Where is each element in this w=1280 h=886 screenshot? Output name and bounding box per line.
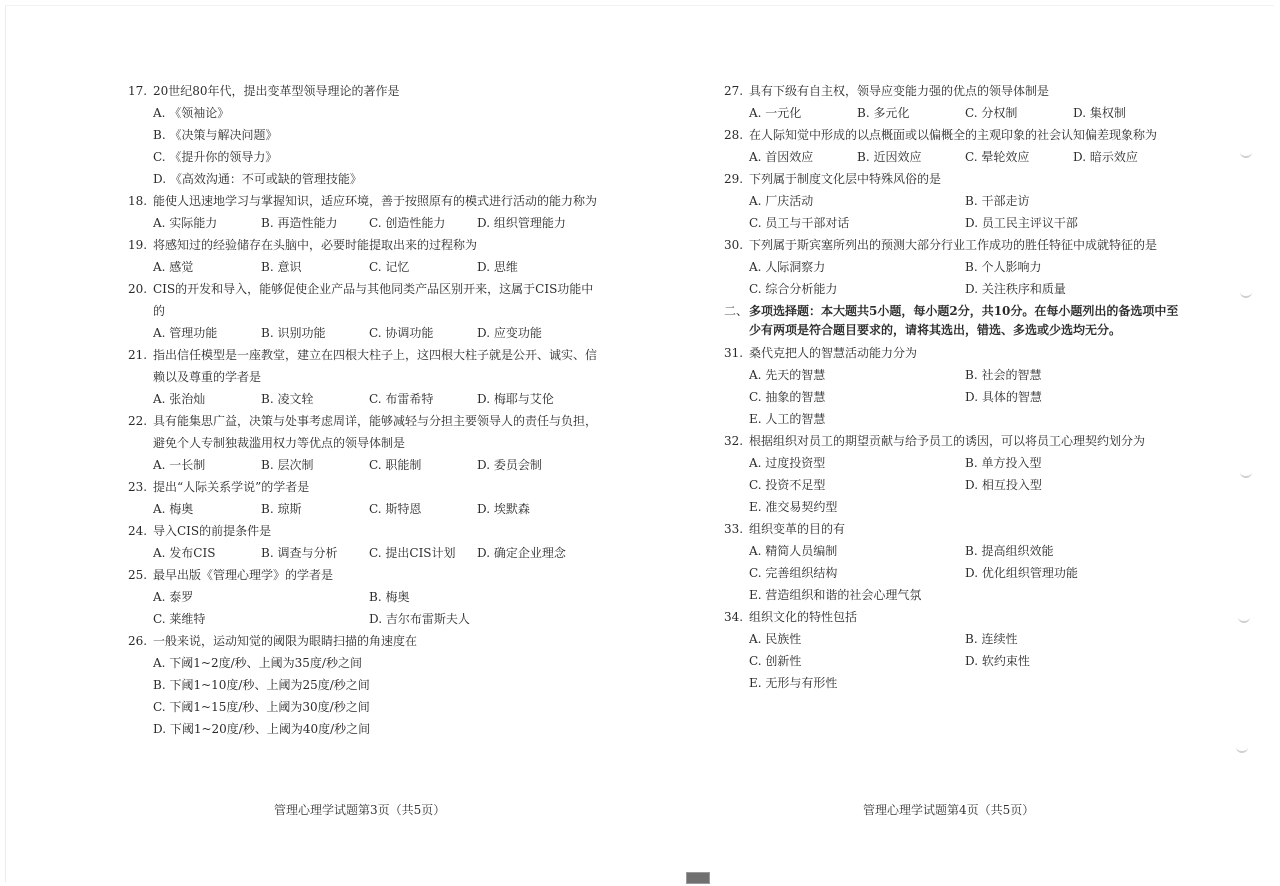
answer-option: D. 关注秩序和质量 xyxy=(965,282,1066,296)
answer-option: B. 意识 xyxy=(261,260,302,274)
answer-option: B. 琼斯 xyxy=(261,502,302,516)
answer-option: E. 人工的智慧 xyxy=(749,412,826,426)
question-text: 导入CIS的前提条件是 xyxy=(153,524,272,538)
answer-option: A. 民族性 xyxy=(749,632,802,646)
question-item xyxy=(128,410,598,476)
question-text: 指出信任模型是一座教堂，建立在四根大柱子上，这四根大柱子就是公开、诚实、信赖以及尊重的学者是 xyxy=(153,348,598,384)
question-stem xyxy=(128,278,598,322)
question-text: 下列属于斯宾塞所列出的预测大部分行业工作成功的胜任特征中成就特征的是 xyxy=(749,238,1158,252)
question-item xyxy=(128,476,598,520)
answer-option: C. 投资不足型 xyxy=(749,478,826,492)
answer-option: D. 软约束性 xyxy=(965,654,1030,668)
question-list xyxy=(128,80,598,740)
question-item xyxy=(724,342,1184,430)
option-list xyxy=(128,586,598,630)
answer-option: D. 应变功能 xyxy=(477,326,542,340)
exam-page-4 xyxy=(724,80,1184,694)
question-stem xyxy=(128,234,598,256)
option-list xyxy=(128,212,598,234)
answer-option: A. 先天的智慧 xyxy=(749,368,826,382)
answer-option: C. 完善组织结构 xyxy=(749,566,838,580)
question-item xyxy=(724,124,1184,168)
option-list xyxy=(128,322,598,344)
scan-tab-mark xyxy=(686,872,710,884)
answer-option: B. 单方投入型 xyxy=(965,456,1042,470)
question-stem xyxy=(128,344,598,388)
answer-option: A. 梅奥 xyxy=(153,502,194,516)
question-number: 19. xyxy=(128,238,148,252)
exam-page-3 xyxy=(128,80,598,740)
question-stem xyxy=(724,234,1184,256)
answer-option: A. 下阈1~2度/秒、上阈为35度/秒之间 xyxy=(153,656,362,670)
question-text: 组织文化的特性包括 xyxy=(749,610,858,624)
answer-option: B. 再造性能力 xyxy=(261,216,338,230)
question-text: 具有下级有自主权，领导应变能力强的优点的领导体制是 xyxy=(749,84,1050,98)
answer-option: D. 下阈1~20度/秒、上阈为40度/秒之间 xyxy=(153,722,371,736)
question-item xyxy=(724,80,1184,124)
answer-option: D. 《高效沟通：不可或缺的管理技能》 xyxy=(153,172,362,186)
answer-option: D. 确定企业理念 xyxy=(477,546,566,560)
question-text: 20世纪80年代，提出变革型领导理论的著作是 xyxy=(153,84,400,98)
page-footer-4: 管理心理学试题第4页（共5页） xyxy=(863,803,1035,817)
question-item xyxy=(128,564,598,630)
question-number: 17. xyxy=(128,84,148,98)
answer-option: A. 实际能力 xyxy=(153,216,218,230)
answer-option: B. 梅奥 xyxy=(369,590,410,604)
answer-option: D. 思维 xyxy=(477,260,518,274)
question-stem xyxy=(128,476,598,498)
answer-option: C. 创造性能力 xyxy=(369,216,446,230)
option-list xyxy=(128,256,598,278)
option-list xyxy=(128,102,598,190)
question-item xyxy=(724,518,1184,606)
question-stem xyxy=(724,342,1184,364)
answer-option: D. 组织管理能力 xyxy=(477,216,566,230)
page-footer-3: 管理心理学试题第3页（共5页） xyxy=(274,803,446,817)
question-item xyxy=(128,520,598,564)
answer-option: B. 个人影响力 xyxy=(965,260,1042,274)
answer-option: B. 干部走访 xyxy=(965,194,1030,208)
answer-option: B. 提高组织效能 xyxy=(965,544,1054,558)
answer-option: D. 具体的智慧 xyxy=(965,390,1042,404)
question-number: 20. xyxy=(128,282,148,296)
answer-option: B. 多元化 xyxy=(857,106,910,120)
question-item xyxy=(724,430,1184,518)
answer-option: B. 连续性 xyxy=(965,632,1018,646)
question-item xyxy=(128,190,598,234)
question-item xyxy=(128,344,598,410)
question-number: 26. xyxy=(128,634,148,648)
option-list xyxy=(724,256,1184,300)
question-number: 25. xyxy=(128,568,148,582)
question-number: 23. xyxy=(128,480,148,494)
question-item xyxy=(128,278,598,344)
option-list xyxy=(128,498,598,520)
answer-option: D. 梅耶与艾伦 xyxy=(477,392,554,406)
answer-option: C. 分权制 xyxy=(965,106,1018,120)
question-number: 18. xyxy=(128,194,148,208)
option-list xyxy=(724,452,1184,518)
question-stem xyxy=(724,168,1184,190)
answer-option: A. 《领袖论》 xyxy=(153,106,230,120)
answer-option: C. 下阈1~15度/秒、上阈为30度/秒之间 xyxy=(153,700,370,714)
answer-option: A. 厂庆活动 xyxy=(749,194,814,208)
answer-option: C. 布雷希特 xyxy=(369,392,434,406)
answer-option: C. 提出CIS计划 xyxy=(369,546,456,560)
question-number: 31. xyxy=(724,346,744,360)
question-text: 提出“人际关系学说”的学者是 xyxy=(153,480,310,494)
answer-option: C. 斯特恩 xyxy=(369,502,422,516)
question-stem xyxy=(128,80,598,102)
answer-option: C. 晕轮效应 xyxy=(965,150,1030,164)
answer-option: C. 协调功能 xyxy=(369,326,434,340)
question-list xyxy=(724,342,1184,694)
option-list xyxy=(724,364,1184,430)
answer-option: C. 综合分析能力 xyxy=(749,282,838,296)
question-item xyxy=(724,168,1184,234)
question-text: CIS的开发和导入，能够促使企业产品与其他同类产品区别开来，这属于CIS功能中的 xyxy=(153,282,594,318)
answer-option: C. 员工与干部对话 xyxy=(749,216,850,230)
answer-option: B. 凌文辁 xyxy=(261,392,314,406)
answer-option: D. 员工民主评议干部 xyxy=(965,216,1078,230)
question-number: 21. xyxy=(128,348,148,362)
answer-option: E. 营造组织和谐的社会心理气氛 xyxy=(749,588,922,602)
answer-option: A. 精简人员编制 xyxy=(749,544,838,558)
answer-option: B. 识别功能 xyxy=(261,326,326,340)
question-text: 一般来说，运动知觉的阈限为眼睛扫描的角速度在 xyxy=(153,634,418,648)
answer-option: A. 发布CIS xyxy=(153,546,216,560)
answer-option: A. 一元化 xyxy=(749,106,802,120)
answer-option: D. 暗示效应 xyxy=(1073,150,1138,164)
question-number: 30. xyxy=(724,238,744,252)
answer-option: C. 创新性 xyxy=(749,654,802,668)
option-list xyxy=(724,146,1184,168)
question-item xyxy=(128,80,598,190)
answer-option: A. 过度投资型 xyxy=(749,456,826,470)
answer-option: A. 人际洞察力 xyxy=(749,260,826,274)
answer-option: D. 优化组织管理功能 xyxy=(965,566,1078,580)
question-text: 最早出版《管理心理学》的学者是 xyxy=(153,568,334,582)
question-text: 根据组织对员工的期望贡献与给予员工的诱因，可以将员工心理契约划分为 xyxy=(749,434,1146,448)
question-stem xyxy=(724,606,1184,628)
answer-option: D. 吉尔布雷斯夫人 xyxy=(369,612,470,626)
answer-option: A. 感觉 xyxy=(153,260,194,274)
question-stem xyxy=(724,80,1184,102)
answer-option: A. 泰罗 xyxy=(153,590,194,604)
question-text: 组织变革的目的有 xyxy=(749,522,846,536)
question-item xyxy=(724,234,1184,300)
option-list xyxy=(724,540,1184,606)
question-stem xyxy=(128,190,598,212)
question-number: 29. xyxy=(724,172,744,186)
option-list xyxy=(724,628,1184,694)
question-number: 27. xyxy=(724,84,744,98)
question-number: 34. xyxy=(724,610,744,624)
question-number: 22. xyxy=(128,414,148,428)
question-stem xyxy=(724,124,1184,146)
answer-option: C. 《提升你的领导力》 xyxy=(153,150,278,164)
answer-option: A. 一长制 xyxy=(153,458,206,472)
question-number: 24. xyxy=(128,524,148,538)
question-stem xyxy=(724,430,1184,452)
section-instructions: 多项选择题：本大题共5小题，每小题2分，共10分。在每小题列出的备选项中至少有两项是符合题目要求的，请将其选出，错选、多选或少选均无分。 xyxy=(749,304,1179,337)
question-text: 具有能集思广益，决策与处事考虑周详，能够减轻与分担主要领导人的责任与负担，避免个人专制独裁滥用权力等优点的领导体制是 xyxy=(153,414,598,450)
answer-option: C. 职能制 xyxy=(369,458,422,472)
option-list xyxy=(724,190,1184,234)
answer-option: E. 无形与有形性 xyxy=(749,676,838,690)
answer-option: A. 管理功能 xyxy=(153,326,218,340)
answer-option: B. 层次制 xyxy=(261,458,314,472)
answer-option: B. 近因效应 xyxy=(857,150,922,164)
answer-option: B. 社会的智慧 xyxy=(965,368,1042,382)
question-text: 在人际知觉中形成的以点概面或以偏概全的主观印象的社会认知偏差现象称为 xyxy=(749,128,1158,142)
answer-option: C. 抽象的智慧 xyxy=(749,390,826,404)
section-heading-multiple-choice xyxy=(724,302,1184,340)
answer-option: E. 准交易契约型 xyxy=(749,500,838,514)
answer-option: D. 集权制 xyxy=(1073,106,1126,120)
option-list xyxy=(128,542,598,564)
question-item xyxy=(128,630,598,740)
answer-option: B. 调查与分析 xyxy=(261,546,338,560)
question-number: 33. xyxy=(724,522,744,536)
question-stem xyxy=(724,518,1184,540)
section-number: 二、 xyxy=(724,304,749,318)
option-list xyxy=(724,102,1184,124)
answer-option: A. 首因效应 xyxy=(749,150,814,164)
option-list xyxy=(128,388,598,410)
option-list xyxy=(128,454,598,476)
answer-option: C. 记忆 xyxy=(369,260,410,274)
question-text: 能使人迅速地学习与掌握知识，适应环境，善于按照原有的模式进行活动的能力称为 xyxy=(153,194,598,208)
answer-option: D. 委员会制 xyxy=(477,458,542,472)
question-text: 将感知过的经验储存在头脑中，必要时能提取出来的过程称为 xyxy=(153,238,478,252)
option-list xyxy=(128,652,598,740)
answer-option: B. 《决策与解决问题》 xyxy=(153,128,278,142)
question-stem xyxy=(128,564,598,586)
question-stem xyxy=(128,630,598,652)
answer-option: D. 相互投入型 xyxy=(965,478,1042,492)
question-item xyxy=(128,234,598,278)
question-list xyxy=(724,80,1184,300)
question-item xyxy=(724,606,1184,694)
question-text: 下列属于制度文化层中特殊风俗的是 xyxy=(749,172,942,186)
question-stem xyxy=(128,410,598,454)
question-number: 32. xyxy=(724,434,744,448)
answer-option: B. 下阈1~10度/秒、上阈为25度/秒之间 xyxy=(153,678,370,692)
answer-option: D. 埃默森 xyxy=(477,502,530,516)
answer-option: C. 莱维特 xyxy=(153,612,206,626)
answer-option: A. 张治灿 xyxy=(153,392,206,406)
question-stem xyxy=(128,520,598,542)
question-number: 28. xyxy=(724,128,744,142)
question-text: 桑代克把人的智慧活动能力分为 xyxy=(749,346,918,360)
